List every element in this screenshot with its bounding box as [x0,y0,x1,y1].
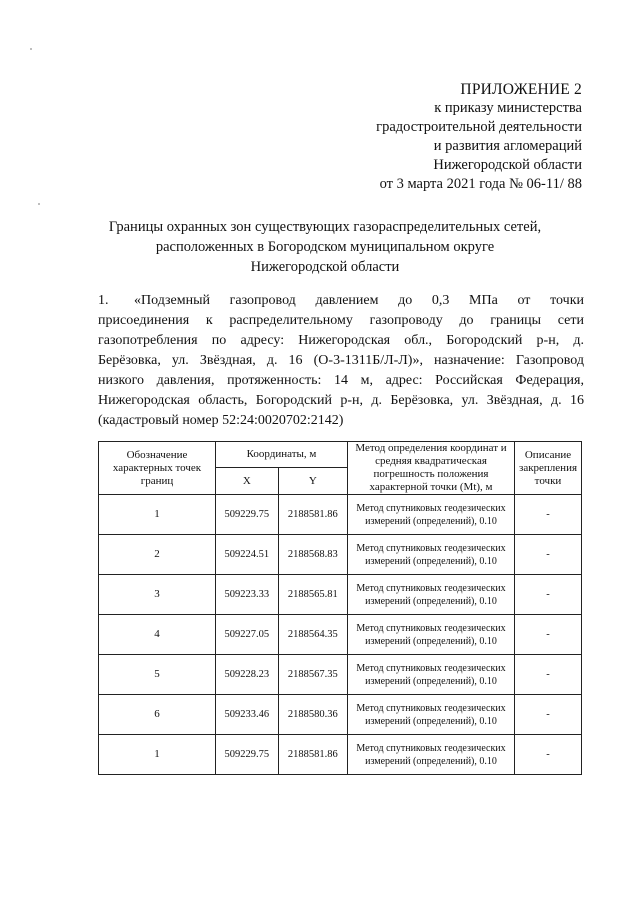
scan-speck [38,203,40,205]
description-cell: - [515,655,582,695]
paragraph-number: 1. [98,293,109,308]
title-line: расположенных в Богородском муниципальном округе [155,239,495,255]
paragraph-line: низкого давления, протяженность: 14 м, адрес: Российская Федерация, [98,373,584,388]
x-coordinate: 509229.75 [216,735,279,775]
table-row [99,575,582,615]
table-row [99,615,582,655]
header-line: Нижегородской области [433,157,582,173]
paragraph-line: Берёзовка, ул. Звёздная, д. 16 (О-3-1311Б/Л-Л)», назначение: Газопровод [98,353,584,368]
method-cell: Метод спутниковых геодезических измерений (определений), 0.10 [348,535,515,575]
x-coordinate: 509228.23 [216,655,279,695]
header-method: Метод определения координат и средняя квадратическая погрешность положения характерной точки (Мt), м [348,442,515,495]
x-coordinate: 509229.75 [216,495,279,535]
y-coordinate: 2188580.36 [278,695,347,735]
x-coordinate: 509224.51 [216,535,279,575]
document-title [60,217,590,277]
header-line: и развития агломераций [433,138,582,154]
description-cell: - [515,735,582,775]
paragraph-line: присоединения к распределительному газопроводу до границы сети [98,313,584,328]
characteristic-points-table [98,441,582,775]
point-number: 4 [99,615,216,655]
method-cell: Метод спутниковых геодезических измерений (определений), 0.10 [348,695,515,735]
point-number: 3 [99,575,216,615]
y-coordinate: 2188581.86 [278,495,347,535]
header-line: к приказу министерства [434,100,582,116]
point-number: 1 [99,495,216,535]
header-x: X [216,468,279,495]
title-line: Границы охранных зон существующих газораспределительных сетей, [108,219,542,235]
table-row [99,495,582,535]
description-cell: - [515,535,582,575]
paragraph-line: газопотребления по адресу: Нижегородская обл., Богородский р-н, д. [98,333,584,348]
paragraph-text: «Подземный газопровод давлением до 0,3 МПа от точки [134,293,584,308]
header-designation: Обозначение характерных точек границ [99,442,216,495]
description-cell: - [515,695,582,735]
y-coordinate: 2188581.86 [278,735,347,775]
point-number: 1 [99,735,216,775]
paragraph-line [98,291,584,311]
object-description [98,291,584,431]
appendix-header [376,80,582,194]
scan-speck [30,48,32,50]
description-cell: - [515,495,582,535]
table-row [99,735,582,775]
method-cell: Метод спутниковых геодезических измерений (определений), 0.10 [348,655,515,695]
paragraph-line: (кадастровый номер 52:24:0020702:2142) [98,413,344,428]
y-coordinate: 2188568.83 [278,535,347,575]
header-coordinates: Координаты, м [216,442,348,468]
table-row [99,695,582,735]
y-coordinate: 2188564.35 [278,615,347,655]
method-cell: Метод спутниковых геодезических измерений (определений), 0.10 [348,735,515,775]
header-description: Описание закрепления точки [515,442,582,495]
method-cell: Метод спутниковых геодезических измерений (определений), 0.10 [348,575,515,615]
method-cell: Метод спутниковых геодезических измерений (определений), 0.10 [348,615,515,655]
point-number: 5 [99,655,216,695]
appendix-label: ПРИЛОЖЕНИЕ 2 [460,81,582,98]
method-cell: Метод спутниковых геодезических измерений (определений), 0.10 [348,495,515,535]
title-line: Нижегородской области [250,259,400,275]
description-cell: - [515,615,582,655]
y-coordinate: 2188565.81 [278,575,347,615]
x-coordinate: 509233.46 [216,695,279,735]
x-coordinate: 509223.33 [216,575,279,615]
header-y: Y [278,468,347,495]
point-number: 6 [99,695,216,735]
paragraph-line: Нижегородская область, Богородский р-н, д. Берёзовка, ул. Звёздная, д. 16 [98,393,584,408]
header-line: градостроительной деятельности [376,119,582,135]
header-line: от 3 марта 2021 года № 06-11/ 88 [379,176,582,192]
point-number: 2 [99,535,216,575]
table-row [99,535,582,575]
table-row [99,655,582,695]
y-coordinate: 2188567.35 [278,655,347,695]
x-coordinate: 509227.05 [216,615,279,655]
description-cell: - [515,575,582,615]
